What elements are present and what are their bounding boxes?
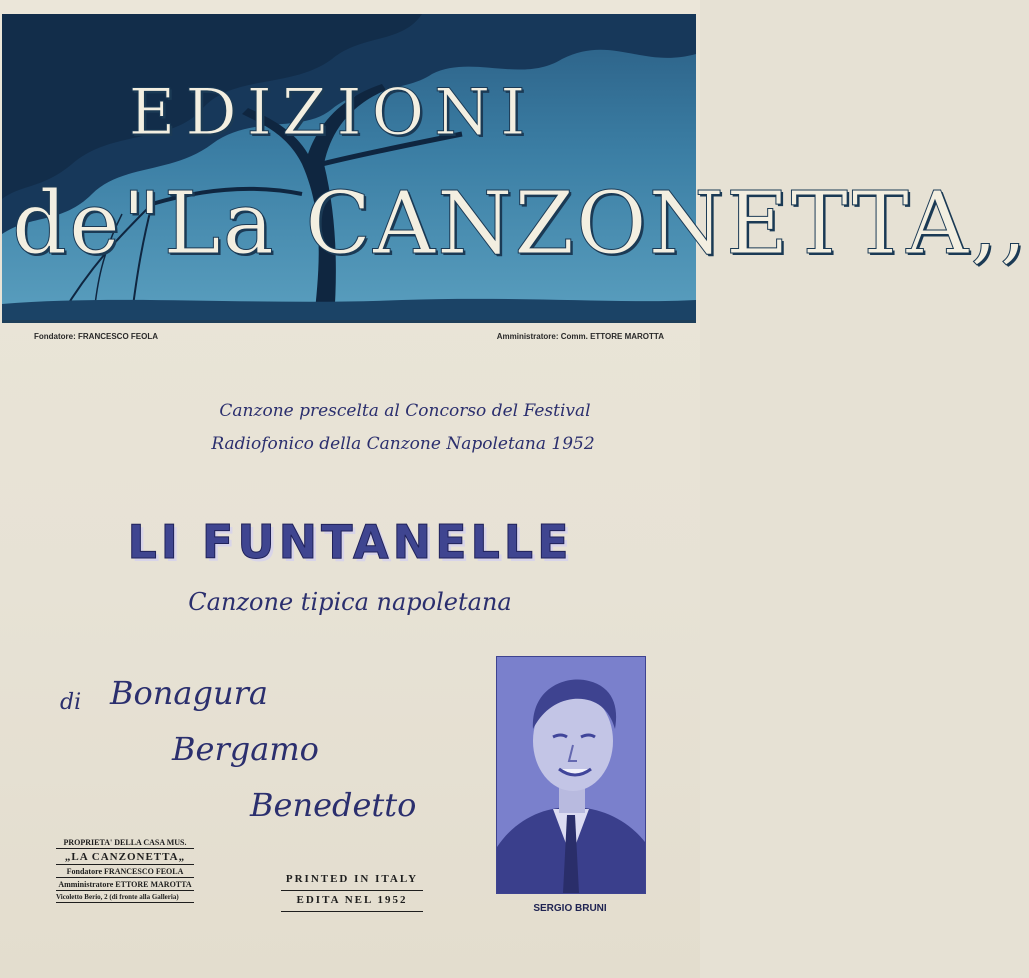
publisher-line: PROPRIETA' DELLA CASA MUS.	[56, 836, 194, 849]
subtitle-line-2: Radiofonico della Canzone Napoletana 1952	[211, 434, 595, 454]
subtitle-line-1: Canzone prescelta al Concorso del Festival	[219, 401, 591, 421]
divider	[281, 910, 423, 912]
founder-label: Fondatore: FRANCESCO FEOLA	[34, 332, 158, 341]
edition-year: EDITA NEL 1952	[296, 894, 408, 906]
publisher-line: Amministratore ETTORE MAROTTA	[56, 878, 194, 891]
publisher-address: Vicoletto Berio, 2 (di fronte alla Galleria)	[56, 891, 194, 903]
festival-subtitle	[0, 395, 700, 461]
masthead-line-1: EDIZIONI	[128, 76, 536, 150]
masthead-line-2: de"La CANZONETTA,,	[12, 174, 1029, 274]
printed-in: PRINTED IN ITALY	[285, 873, 419, 885]
author-name: Bergamo	[172, 730, 319, 768]
administrator-label: Amministratore: Comm. ETTORE MAROTTA	[496, 332, 664, 341]
singer-photo	[496, 656, 646, 894]
publisher-box	[56, 836, 194, 903]
singer-portrait-image	[497, 657, 645, 893]
print-info	[272, 870, 432, 912]
song-title: LI FUNTANELLE	[127, 515, 573, 569]
masthead-banner	[2, 14, 1029, 323]
publisher-name: „LA CANZONETTA„	[56, 849, 194, 865]
founders-line	[34, 332, 664, 341]
song-genre: Canzone tipica napoletana	[188, 588, 512, 616]
publisher-line: Fondatore FRANCESCO FEOLA	[56, 865, 194, 878]
author-name: Benedetto	[250, 786, 417, 824]
author-name: Bonagura	[110, 674, 268, 712]
pine-tree-illustration	[2, 14, 1029, 320]
photo-caption: SERGIO BRUNI	[533, 903, 607, 914]
authors-prefix: di	[60, 690, 82, 715]
